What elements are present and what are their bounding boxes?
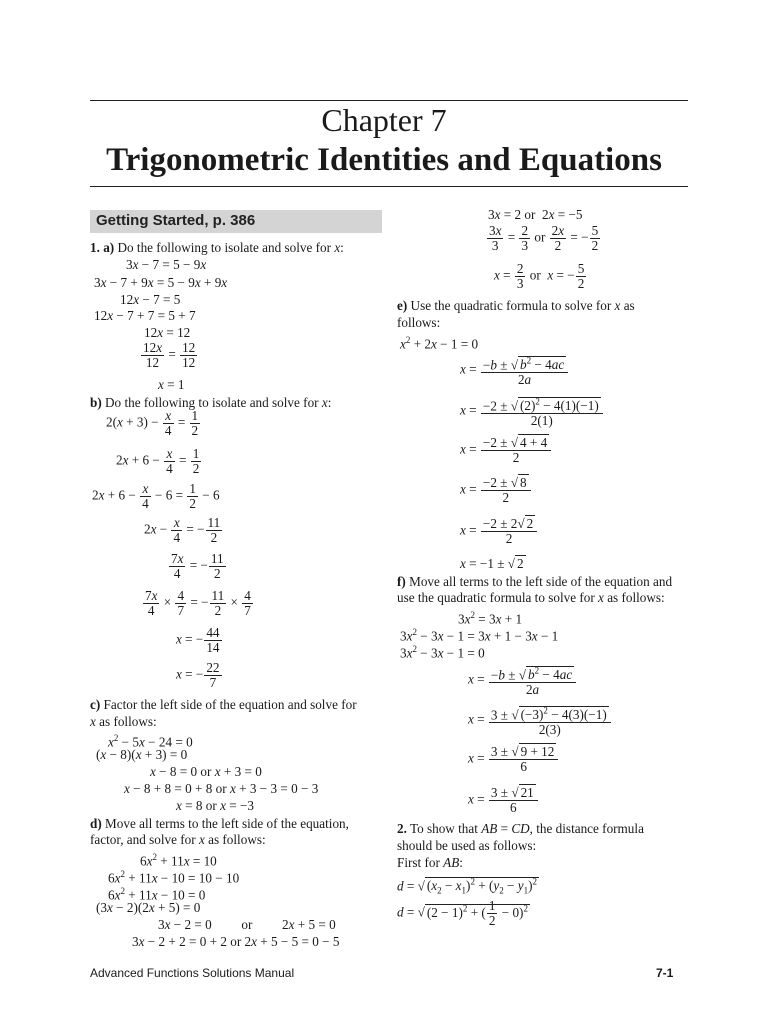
math-line: x = − $\frac{44}{14}$ [176, 625, 220, 655]
math-line: $6x^2 + 11x - 10 = 10 - 10$ [108, 869, 240, 886]
top-rule [90, 100, 688, 101]
math-line: c) Factor the left side of the equation and solve for [90, 697, 357, 712]
math-line: x − 8 + 8 = 0 + 8 or x + 3 − 3 = 0 − 3 [124, 781, 319, 796]
math-line: 3x = 2 or 2x = −5 [488, 207, 583, 222]
math-line: x = 8 or x = −3 [176, 798, 254, 813]
math-line: x as follows: [90, 714, 157, 729]
math-line: 2x + 6 − $\frac{x}{4}$ − 6 = $\frac{1}{2}$ − 6 [92, 481, 220, 511]
math-line: 3x − 7 = 5 − 9x [126, 257, 207, 272]
math-line: d = √ $(x_2 - x_1)^2 + (y_2 - y_1)^2$ [397, 877, 538, 897]
math-line: x = $\frac{-2 \pm √ 4 + 4}{2}$ [460, 436, 552, 465]
math-line: $x^2 + 2x - 1 = 0$ [400, 335, 479, 352]
math-line: should be used as follows: [397, 838, 537, 853]
math-line: $3x^2 = 3x + 1$ [458, 610, 523, 627]
chapter-label: Chapter 7 [321, 102, 447, 138]
math-line: x = −1 ± √ 2 [460, 556, 524, 571]
math-line: 2. To show that AB = CD, the distance formula [397, 821, 644, 836]
math-line: 12x = 12 [144, 325, 191, 340]
math-line: 12x − 7 = 5 [120, 292, 181, 307]
math-line: follows: [397, 315, 441, 330]
math-line: x = $\frac{-2 \pm 2√ 2}{2}$ [460, 517, 538, 546]
math-line: $3x^2 - 3x - 1 = 0$ [400, 644, 485, 661]
chapter-title: Trigonometric Identities and Equations [106, 142, 662, 178]
math-line: use the quadratic formula to solve for x as follows: [397, 590, 665, 605]
math-line: 2x − $\frac{x}{4}$ = − $\frac{11}{2}$ [144, 515, 221, 545]
math-line: x = $\frac{-2 \pm √ 8}{2}$ [460, 476, 532, 505]
math-line: x = 1 [158, 377, 185, 392]
math-line: 3x − 2 = 0 or 2x + 5 = 0 [158, 917, 336, 932]
footer-page-number: 7-1 [656, 966, 674, 980]
math-line: $6x^2 + 11x - 10 = 0$ [108, 886, 206, 903]
math-line: factor, and solve for x as follows: [90, 832, 266, 847]
math-line: x = $\frac{2}{3}$ or x = − $\frac{5}{2}$ [494, 261, 585, 291]
math-line: 2(x + 3) − $\frac{x}{4}$ = $\frac{1}{2}$ [106, 408, 199, 438]
math-line: d) Move all terms to the left side of the equation, [90, 816, 349, 831]
math-line: (x − 8)(x + 3) = 0 [96, 747, 188, 762]
math-line: $3x^2 - 3x - 1 = 3x + 1 - 3x - 1$ [400, 627, 559, 644]
math-line: x = $\frac{3 \pm √ 21}{6}$ [468, 786, 539, 815]
math-line: $\frac{3x}{3}$ = $\frac{2}{3}$ or $\frac{2x}{2}$ = − $\frac{5}{2}$ [489, 223, 599, 253]
math-line: x = $\frac{3 \pm √ 9 + 12}{6}$ [468, 745, 559, 774]
math-line: (3x − 2)(2x + 5) = 0 [96, 900, 201, 915]
math-line: f) Move all terms to the left side of the equation and [397, 574, 673, 589]
math-line: x − 8 = 0 or x + 3 = 0 [150, 764, 262, 779]
math-line: 3x − 2 + 2 = 0 + 2 or 2x + 5 − 5 = 0 − 5 [132, 934, 340, 949]
math-line: x = − $\frac{22}{7}$ [176, 660, 220, 690]
footer-book-title: Advanced Functions Solutions Manual [90, 966, 295, 980]
math-line: $\frac{12x}{12}$ = $\frac{12}{12}$ [143, 340, 196, 370]
math-line: 2x + 6 − $\frac{x}{4}$ = $\frac{1}{2}$ [116, 446, 200, 476]
math-line: x = $\frac{3 \pm √ (-3)^2 - 4(3)(-1)}{2(3)}$ [468, 704, 612, 737]
math-line: $\frac{7x}{4}$ = − $\frac{11}{2}$ [171, 551, 224, 581]
math-line: d = √ $(2 - 1)^2$ + ( $\frac{1}{2}$ − 0)$^2$ [397, 898, 528, 928]
math-line: 1. a) Do the following to isolate and solve for x: [90, 240, 344, 255]
math-line: x = $\frac{-b \pm √ b^2 - 4ac}{2a}$ [460, 354, 569, 387]
math-line: $6x^2 + 11x = 10$ [140, 852, 217, 869]
section-header [90, 210, 382, 233]
bottom-rule [90, 186, 688, 187]
math-line: e) Use the quadratic formula to solve for x as [397, 298, 635, 313]
math-line: b) Do the following to isolate and solve for x: [90, 395, 332, 410]
section-title: Getting Started, p. 386 [96, 212, 256, 229]
math-line: $x^2 - 5x - 24 = 0$ [108, 733, 193, 750]
math-line: 12x − 7 + 7 = 5 + 7 [94, 308, 196, 323]
math-line: x = $\frac{-b \pm √ b^2 - 4ac}{2a}$ [468, 664, 577, 697]
math-line: First for AB: [397, 855, 463, 870]
math-line: x = $\frac{-2 \pm √ (2)^2 - 4(1)(-1)}{2(1)}$ [460, 395, 604, 428]
math-line: $\frac{7x}{4}$ × $\frac{4}{7}$ = − $\frac{11}{2}$ × $\frac{4}{7}$ [145, 588, 251, 618]
math-line: 3x − 7 + 9x = 5 − 9x + 9x [94, 275, 228, 290]
